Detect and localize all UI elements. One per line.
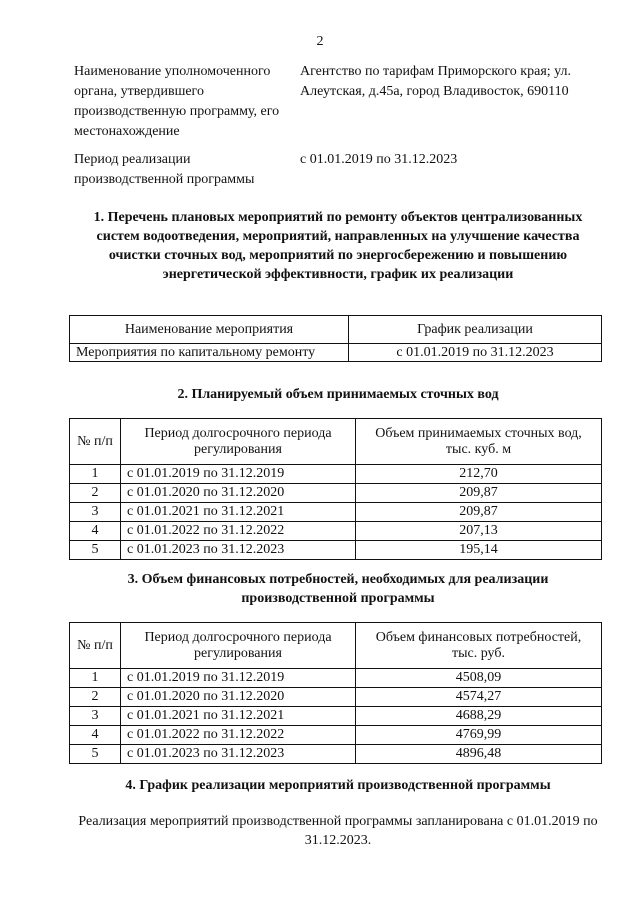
table-cell: 4	[70, 522, 121, 541]
column-header: Период долгосрочного периода регулирования	[121, 419, 356, 465]
table-cell: с 01.01.2019 по 31.12.2019	[121, 669, 356, 688]
table-row	[70, 344, 602, 362]
column-header: Наименование мероприятия	[70, 316, 349, 344]
authority-row	[74, 62, 574, 142]
table-header-row	[70, 316, 602, 344]
period-value: с 01.01.2019 по 31.12.2023	[300, 152, 458, 167]
table-cell: 3	[70, 707, 121, 726]
table-cell: 2	[70, 484, 121, 503]
table-cell: с 01.01.2023 по 31.12.2023	[121, 541, 356, 560]
table-row	[70, 541, 602, 560]
table-cell: 3	[70, 503, 121, 522]
section4-text: Реализация мероприятий производственной программы запланирована с 01.01.2019 по 31.12.2023.	[78, 814, 598, 848]
table-row	[70, 503, 602, 522]
table-row	[70, 707, 602, 726]
table-cell: с 01.01.2022 по 31.12.2022	[121, 726, 356, 745]
table-cell: 5	[70, 745, 121, 764]
table-cell: 209,87	[356, 503, 602, 522]
section4-heading: 4. График реализации мероприятий производственной программы	[125, 778, 551, 793]
financial-needs-table	[69, 622, 602, 764]
table-cell: с 01.01.2019 по 31.12.2023	[349, 344, 602, 362]
authority-value: Агентство по тарифам Приморского края; ул. Алеутская, д.45а, город Владивосток, 690110	[300, 64, 572, 99]
wastewater-volume-table	[69, 418, 602, 560]
section1-heading: 1. Перечень плановых мероприятий по ремонту объектов централизованных систем водоотведения, мероприятий, направленных на улучшение качества очистки сточных вод, мероприятий по энергосбережению и повышению энергетической эффективности, график их реализации	[93, 210, 583, 282]
column-header: Период долгосрочного периода регулирования	[121, 623, 356, 669]
table-row	[70, 465, 602, 484]
table-row	[70, 726, 602, 745]
period-row	[74, 150, 574, 190]
table-cell: с 01.01.2020 по 31.12.2020	[121, 688, 356, 707]
table-cell: 4	[70, 726, 121, 745]
table-cell: с 01.01.2023 по 31.12.2023	[121, 745, 356, 764]
table-row	[70, 745, 602, 764]
table-cell: 212,70	[356, 465, 602, 484]
table-cell: Мероприятия по капитальному ремонту	[70, 344, 349, 362]
table-cell: с 01.01.2021 по 31.12.2021	[121, 503, 356, 522]
table-row	[70, 669, 602, 688]
table-row	[70, 484, 602, 503]
table-cell: 4769,99	[356, 726, 602, 745]
table-cell: 4896,48	[356, 745, 602, 764]
table-cell: 2	[70, 688, 121, 707]
table-cell: 5	[70, 541, 121, 560]
period-label: Период реализации производственной программы	[74, 152, 255, 187]
table-cell: 195,14	[356, 541, 602, 560]
table-cell: с 01.01.2021 по 31.12.2021	[121, 707, 356, 726]
column-header: Объем принимаемых сточных вод, тыс. куб. м	[356, 419, 602, 465]
column-header: Объем финансовых потребностей, тыс. руб.	[356, 623, 602, 669]
table-cell: с 01.01.2022 по 31.12.2022	[121, 522, 356, 541]
column-header: № п/п	[70, 623, 121, 669]
table-cell: 1	[70, 465, 121, 484]
page-number: 2	[316, 34, 324, 49]
table-cell: с 01.01.2019 по 31.12.2019	[121, 465, 356, 484]
table-cell: с 01.01.2020 по 31.12.2020	[121, 484, 356, 503]
table-cell: 207,13	[356, 522, 602, 541]
table-cell: 209,87	[356, 484, 602, 503]
table-cell: 1	[70, 669, 121, 688]
table-row	[70, 522, 602, 541]
column-header: № п/п	[70, 419, 121, 465]
table-header-row	[70, 419, 602, 465]
section3-heading: 3. Объем финансовых потребностей, необходимых для реализации производственной программы	[127, 572, 549, 606]
activities-table	[69, 315, 602, 362]
column-header: График реализации	[349, 316, 602, 344]
table-cell: 4508,09	[356, 669, 602, 688]
table-cell: 4688,29	[356, 707, 602, 726]
authority-label: Наименование уполномоченного органа, утвердившего производственную программу, его местонахождение	[74, 64, 280, 139]
table-row	[70, 688, 602, 707]
table-cell: 4574,27	[356, 688, 602, 707]
table-header-row	[70, 623, 602, 669]
section2-heading: 2. Планируемый объем принимаемых сточных вод	[177, 387, 499, 402]
